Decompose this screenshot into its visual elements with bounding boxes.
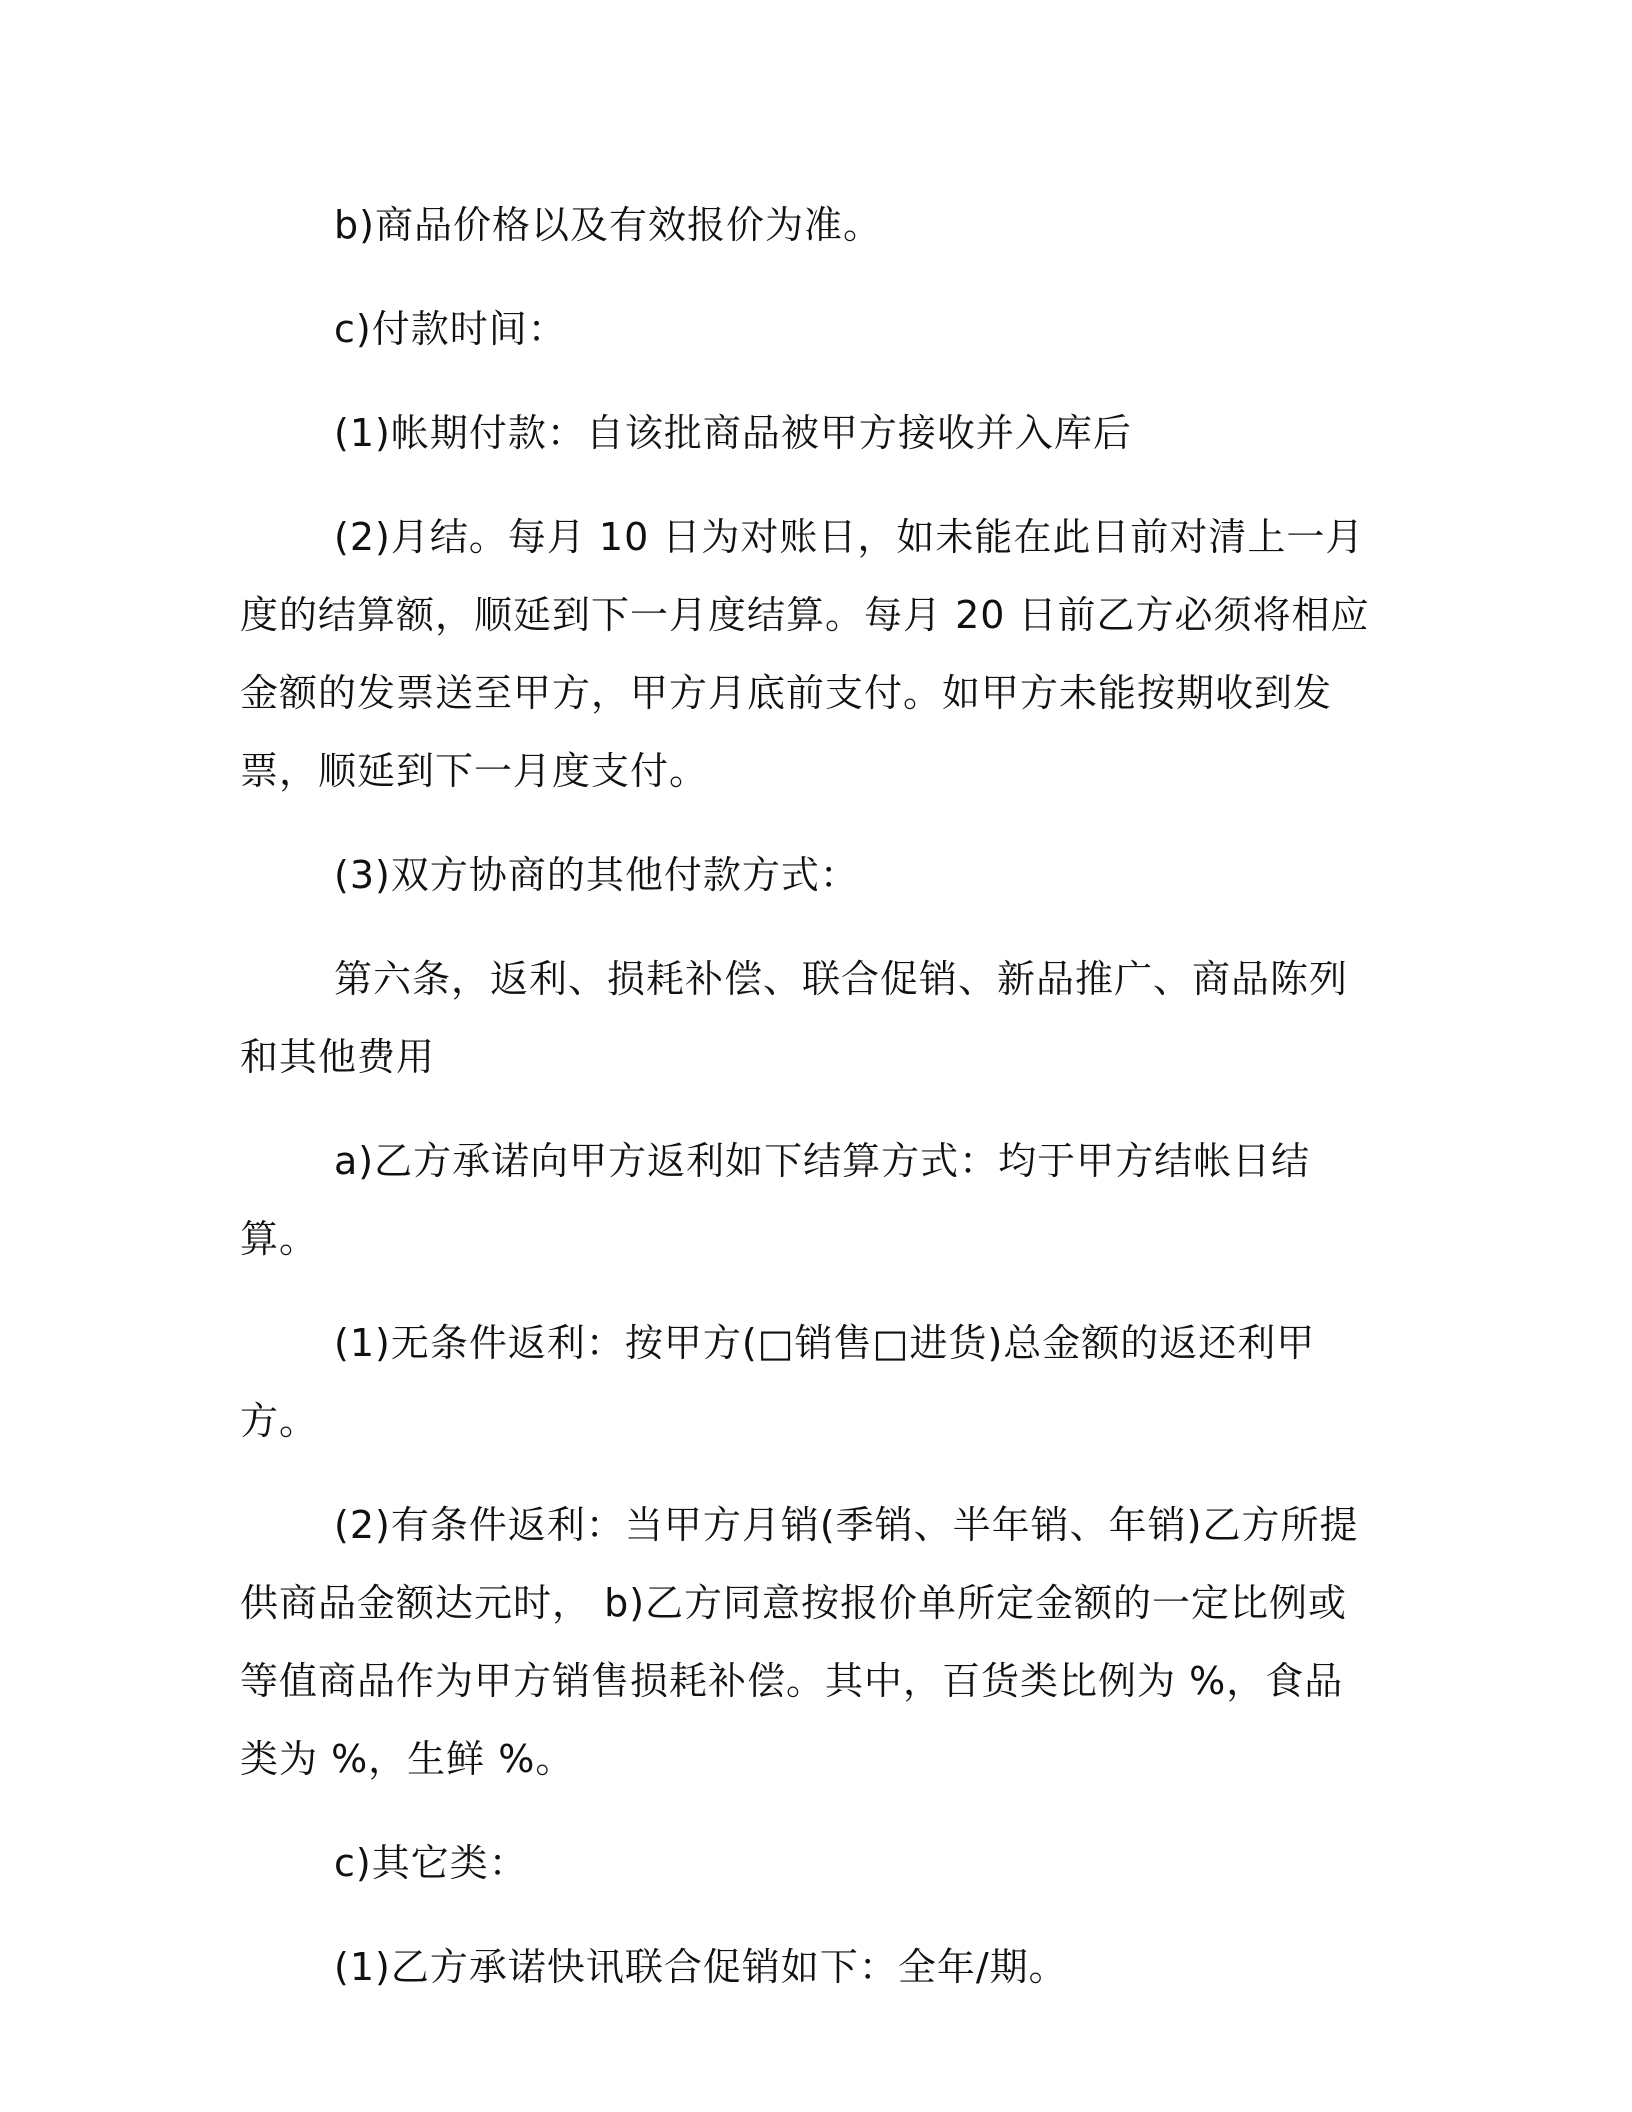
paragraph-conditional-rebate: (2)有条件返利：当甲方月销(季销、半年销、年销)乙方所提供商品金额达元时， b)乙方同意按报价单所定金额的一定比例或等值商品作为甲方销售损耗补偿。其中，百货类比例为 %，食品类为 %，生鲜 %。 bbox=[240, 1503, 1359, 1781]
paragraph-joint-promotion: (1)乙方承诺快讯联合促销如下：全年/期。 bbox=[334, 1945, 1068, 1989]
paragraph-other-categories: c)其它类： bbox=[334, 1841, 528, 1885]
paragraph-term-payment: (1)帐期付款：自该批商品被甲方接收并入库后 bbox=[334, 411, 1132, 455]
paragraph-article-six: 第六条，返利、损耗补偿、联合促销、新品推广、商品陈列和其他费用 bbox=[240, 957, 1349, 1079]
paragraph-price-basis: b)商品价格以及有效报价为准。 bbox=[334, 203, 882, 247]
paragraph-unconditional-rebate: (1)无条件返利：按甲方(□销售□进货)总金额的返还利甲方。 bbox=[240, 1321, 1316, 1443]
paragraph-payment-time: c)付款时间： bbox=[334, 307, 567, 351]
paragraph-other-payment: (3)双方协商的其他付款方式： bbox=[334, 853, 859, 897]
document-body bbox=[240, 186, 1380, 2006]
paragraph-rebate-settlement: a)乙方承诺向甲方返利如下结算方式：均于甲方结帐日结算。 bbox=[240, 1139, 1311, 1261]
paragraph-monthly-settlement: (2)月结。每月 10 日为对账日，如未能在此日前对清上一月度的结算额，顺延到下一月度结算。每月 20 日前乙方必须将相应金额的发票送至甲方，甲方月底前支付。如甲方未能按期收到发票，顺延到下一月度支付。 bbox=[240, 515, 1370, 793]
